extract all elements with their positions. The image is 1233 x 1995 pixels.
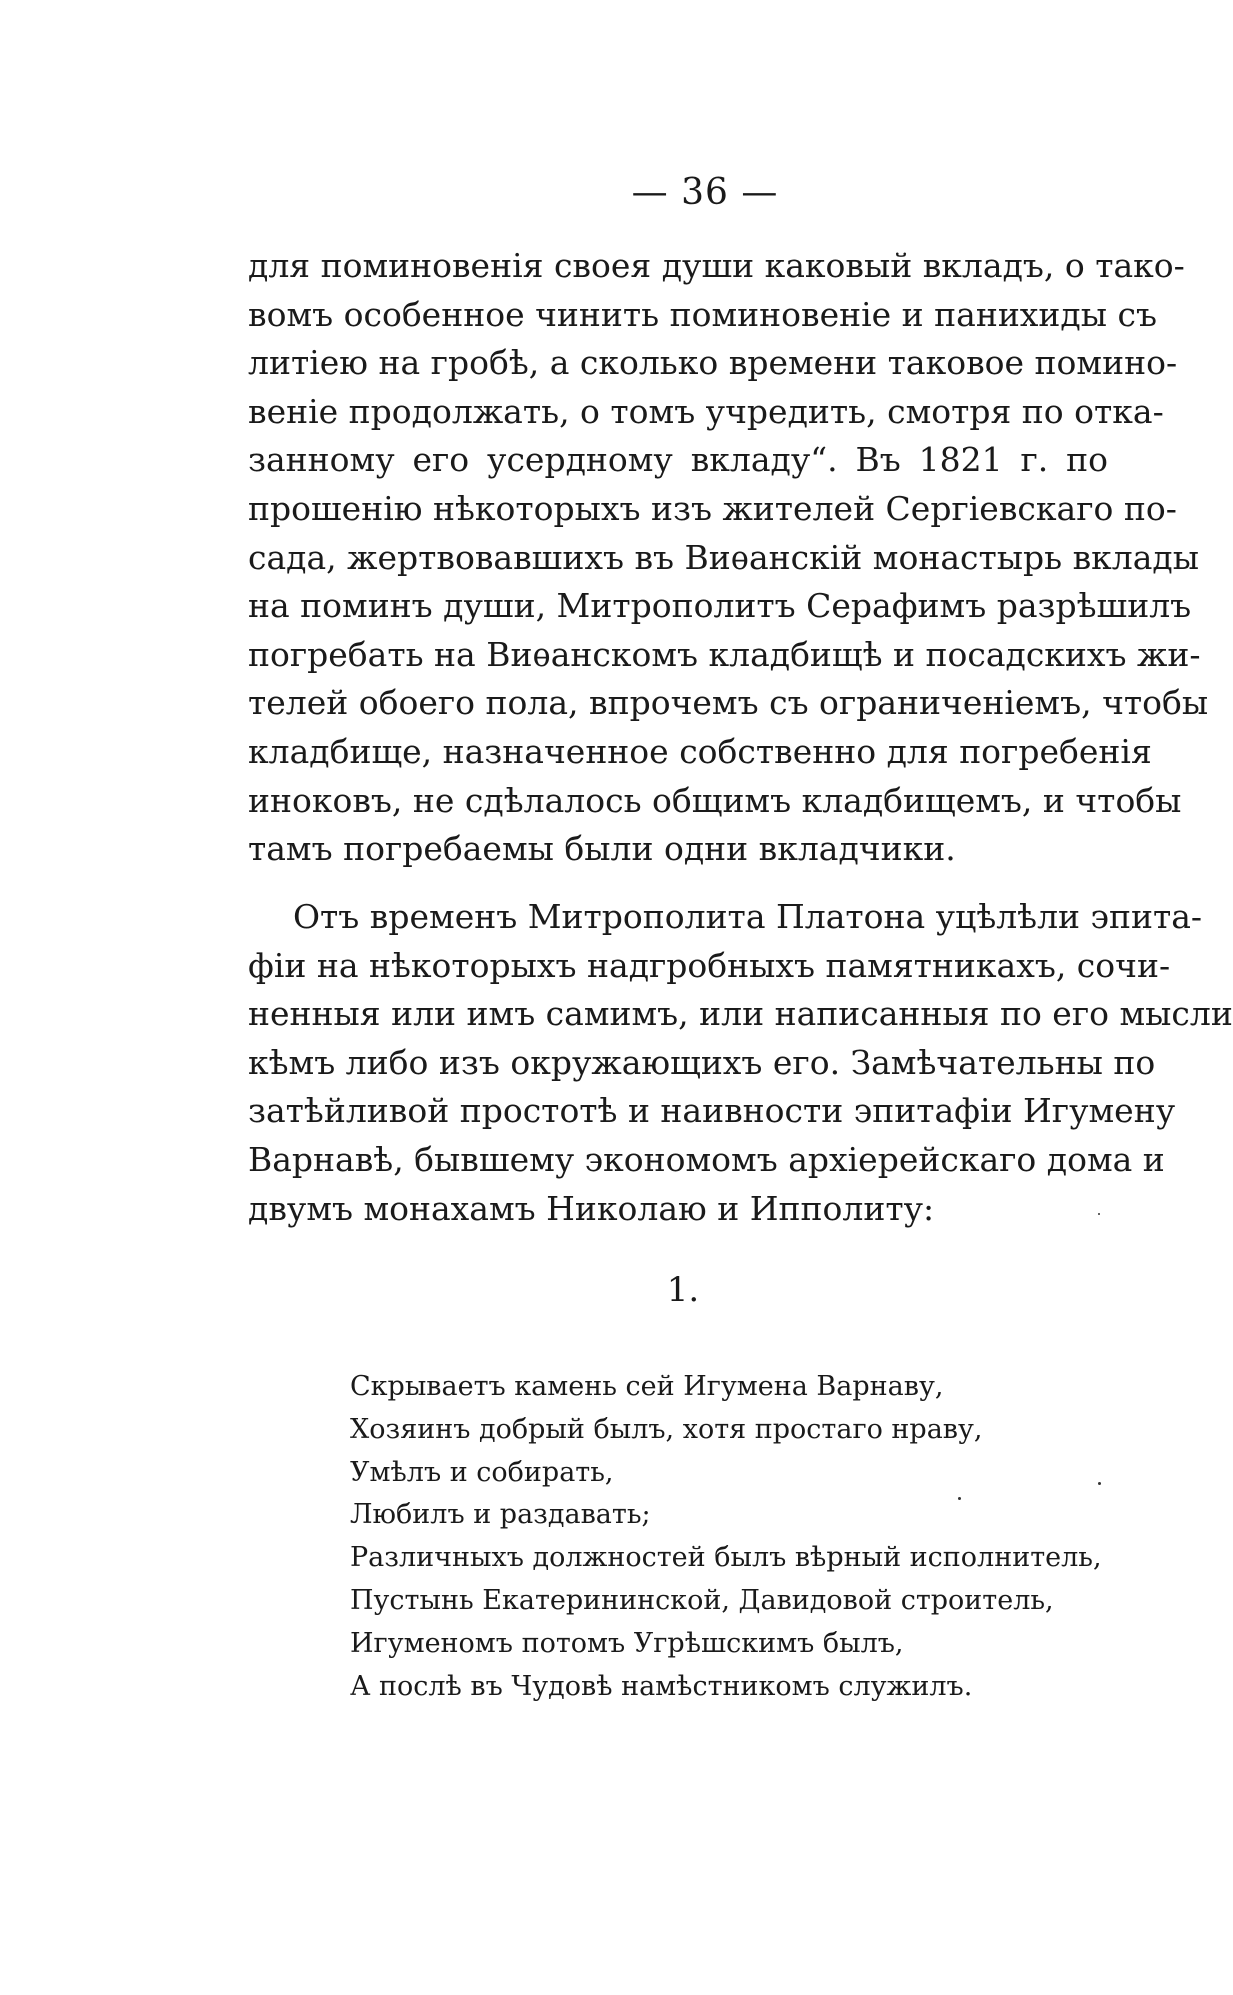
- poem-line: А послѣ въ Чудовѣ намѣстникомъ служилъ.: [350, 1670, 973, 1702]
- text-line: сада, жертвовавшихъ въ Виѳанскій монастырь вклады: [248, 537, 1200, 577]
- text-line: для поминовенія своея души каковый вкладъ, о тако-: [248, 246, 1185, 285]
- text-line: погребать на Виѳанскомъ кладбищѣ и посадскихъ жи-: [248, 634, 1201, 674]
- poem-line: Скрываетъ камень сей Игумена Варнаву,: [350, 1371, 944, 1402]
- paragraph-1: [248, 242, 1209, 874]
- text-line: вомъ особенное чинить поминовеніе и панихиды съ: [248, 294, 1157, 334]
- text-line: затѣйливой простотѣ и наивности эпитафіи Игумену: [248, 1091, 1176, 1131]
- text-line: Варнавѣ, бывшему экономомъ архіерейскаго дома и: [248, 1139, 1165, 1179]
- text-line: тамъ погребаемы были одни вкладчики.: [248, 829, 956, 869]
- text-line: двумъ монахамъ Николаю и Ипполиту:: [248, 1188, 935, 1228]
- text-line: веніе продолжать, о томъ учредить, смотря по отка-: [248, 391, 1164, 431]
- poem-line: Любилъ и раздавать;: [350, 1499, 651, 1531]
- text-line: Отъ временъ Митрополита Платона уцѣлѣли эпита-: [293, 897, 1203, 936]
- text-line: фіи на нѣкоторыхъ надгробныхъ памятникахъ, сочи-: [248, 945, 1171, 985]
- poem-line: Различныхъ должностей былъ вѣрный исполнитель,: [350, 1542, 1102, 1574]
- text-line: кладбище, назначенное собственно для погребенія: [248, 731, 1152, 771]
- poem-line: Игуменомъ потомъ Угрѣшскимъ былъ,: [350, 1627, 904, 1659]
- poem-line: Пустынь Екатерининской, Давидовой строитель,: [350, 1584, 1054, 1616]
- text-line: иноковъ, не сдѣлалось общимъ кладбищемъ, и чтобы: [248, 780, 1182, 820]
- epitaph-number: 1.: [666, 1270, 700, 1310]
- text-line: на поминъ души, Митрополитъ Серафимъ разрѣшилъ: [248, 586, 1192, 626]
- text-line: прошенію нѣкоторыхъ изъ жителей Сергіевскаго по-: [248, 488, 1177, 528]
- text-line: занному его усердному вкладу“. Въ 1821 г. по: [248, 440, 1108, 480]
- text-line: литіею на гробѣ, а сколько времени таковое помино-: [248, 343, 1178, 383]
- print-speck: [958, 1497, 961, 1500]
- text-line: кѣмъ либо изъ окружающихъ его. Замѣчательны по: [248, 1042, 1156, 1082]
- page-number: — 36 —: [631, 172, 779, 213]
- paragraph-2: [248, 893, 1233, 1233]
- text-line: ненныя или имъ самимъ, или написанныя по его мысли: [248, 994, 1233, 1034]
- poem-line: Хозяинъ добрый былъ, хотя простаго нраву,: [350, 1413, 983, 1445]
- print-speck: [1098, 1482, 1101, 1485]
- text-line: телей обоего пола, впрочемъ съ ограниченіемъ, чтобы: [248, 683, 1209, 723]
- epitaph-poem: [350, 1366, 1102, 1708]
- poem-line: Умѣлъ и собирать,: [350, 1456, 614, 1488]
- print-speck: [1098, 1213, 1100, 1215]
